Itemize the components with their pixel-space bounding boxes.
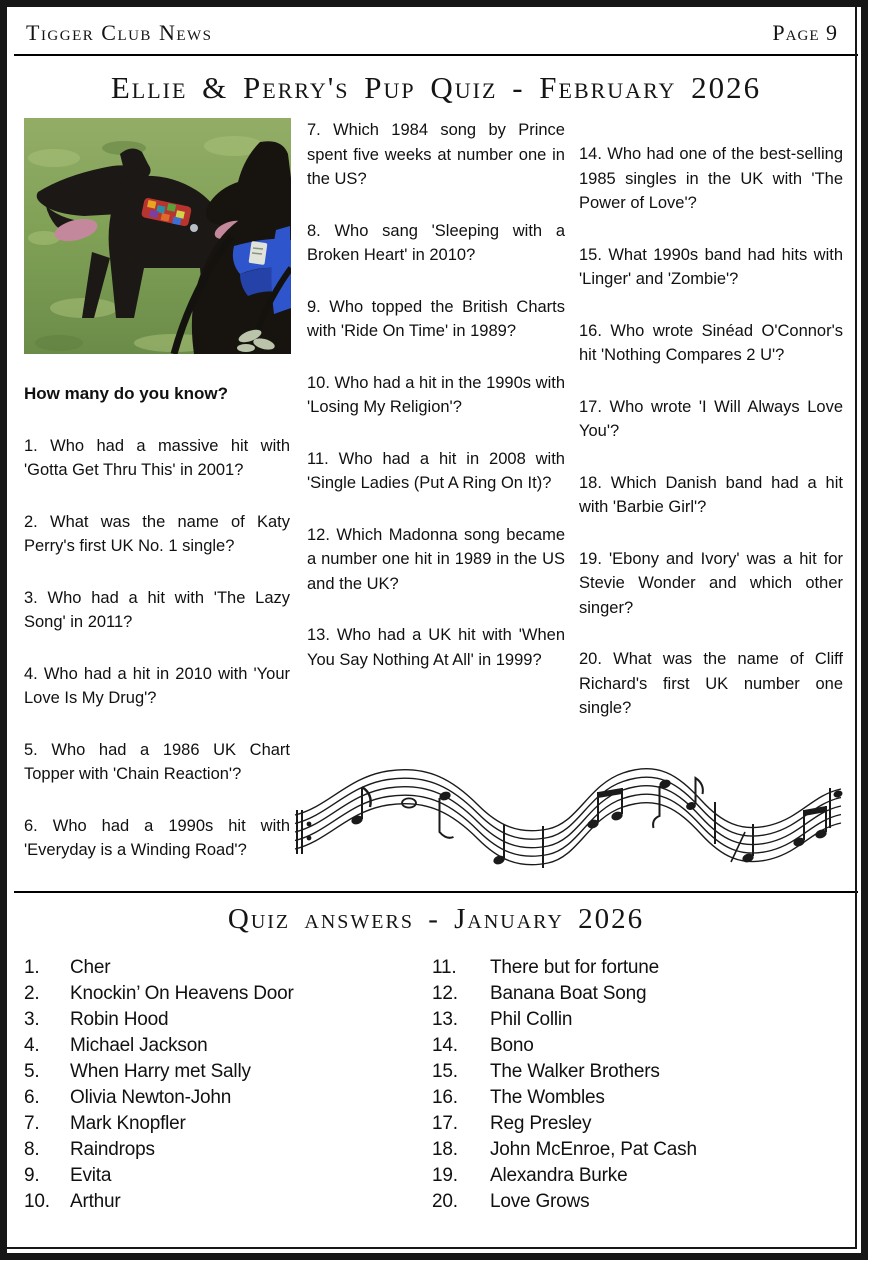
answer-row: [24, 1189, 420, 1215]
answer-row: [24, 1085, 420, 1111]
pup-photo: [24, 118, 291, 354]
answer-number: 3.: [24, 1009, 40, 1030]
question-1: 1. Who had a massive hit with 'Gotta Get Thru This' in 2001?: [24, 436, 290, 479]
answer-row: [432, 981, 852, 1007]
answer-text: Michael Jackson: [70, 1035, 208, 1056]
answer-row: [432, 1033, 852, 1059]
question-15: 15. What 1990s band had hits with 'Linger' and 'Zombie'?: [579, 245, 843, 288]
answer-number: 1.: [24, 957, 40, 978]
answer-number: 2.: [24, 983, 40, 1004]
answers-column-right: [432, 955, 852, 1215]
question-9: 9. Who topped the British Charts with 'Ride On Time' in 1989?: [307, 297, 565, 340]
answer-number: 14.: [432, 1035, 458, 1056]
answer-text: Reg Presley: [490, 1113, 592, 1134]
music-notes-decoration: [293, 762, 845, 884]
answer-text: Robin Hood: [70, 1009, 169, 1030]
answer-text: There but for fortune: [490, 957, 660, 978]
answer-row: [24, 1007, 420, 1033]
answer-row: [24, 1033, 420, 1059]
answer-text: Bono: [490, 1035, 534, 1056]
answer-number: 17.: [432, 1113, 458, 1134]
answer-number: 19.: [432, 1165, 458, 1186]
answer-number: 8.: [24, 1139, 40, 1160]
answer-number: 18.: [432, 1139, 458, 1160]
answer-text: Knockin’ On Heavens Door: [70, 983, 294, 1004]
page-number: Page 9: [772, 20, 838, 45]
question-20: 20. What was the name of Cliff Richard's first UK number one single?: [579, 650, 843, 717]
answer-number: 9.: [24, 1165, 40, 1186]
answer-number: 11.: [432, 957, 457, 978]
answer-number: 7.: [24, 1113, 40, 1134]
question-10: 10. Who had a hit in the 1990s with 'Losing My Religion'?: [307, 373, 565, 416]
answer-number: 13.: [432, 1009, 458, 1030]
answer-row: [24, 955, 420, 981]
answer-row: [432, 955, 852, 981]
answer-number: 16.: [432, 1087, 458, 1108]
header-divider: [14, 54, 858, 56]
masthead-title: Tigger Club News: [26, 20, 213, 45]
answer-row: [24, 1111, 420, 1137]
answer-row: [432, 1059, 852, 1085]
question-5: 5. Who had a 1986 UK Chart Topper with 'Chain Reaction'?: [24, 740, 290, 783]
answer-text: When Harry met Sally: [70, 1061, 251, 1082]
question-13: 13. Who had a UK hit with 'When You Say Nothing At All' in 1999?: [307, 626, 565, 669]
question-17: 17. Who wrote 'I Will Always Love You'?: [579, 397, 843, 440]
answer-number: 5.: [24, 1061, 40, 1082]
answer-row: [24, 1163, 420, 1189]
answer-text: Raindrops: [70, 1139, 155, 1160]
quiz-column-2: [307, 118, 565, 699]
question-2: 2. What was the name of Katy Perry's first UK No. 1 single?: [24, 512, 290, 555]
answer-row: [432, 1111, 852, 1137]
answer-row: [24, 1137, 420, 1163]
answer-number: 20.: [432, 1191, 458, 1212]
quiz-column-1: [24, 118, 290, 890]
answer-row: [24, 981, 420, 1007]
answer-number: 15.: [432, 1061, 458, 1082]
answer-text: Banana Boat Song: [490, 983, 647, 1004]
quiz-title: Ellie & Perry's Pup Quiz - February 2026: [110, 70, 762, 105]
answer-text: Phil Collin: [490, 1009, 573, 1030]
answer-text: Alexandra Burke: [490, 1165, 628, 1186]
answer-row: [24, 1059, 420, 1085]
question-4: 4. Who had a hit in 2010 with 'Your Love Is My Drug'?: [24, 664, 290, 707]
answer-text: Mark Knopfler: [70, 1113, 186, 1134]
answer-row: [432, 1137, 852, 1163]
question-14: 14. Who had one of the best-selling 1985 singles in the UK with 'The Power of Love'?: [579, 145, 843, 212]
answers-column-left: [24, 955, 420, 1215]
question-16: 16. Who wrote Sinéad O'Connor's hit 'Nothing Compares 2 U'?: [579, 321, 843, 364]
answer-text: The Wombles: [490, 1087, 605, 1108]
answer-row: [432, 1189, 852, 1215]
answer-text: Love Grows: [490, 1191, 590, 1212]
question-7: 7. Which 1984 song by Prince spent five weeks at number one in the US?: [307, 121, 565, 188]
answer-number: 4.: [24, 1035, 40, 1056]
question-18: 18. Which Danish band had a hit with 'Barbie Girl'?: [579, 473, 843, 516]
question-19: 19. 'Ebony and Ivory' was a hit for Stevie Wonder and which other singer?: [579, 549, 843, 617]
question-12: 12. Which Madonna song became a number one hit in 1989 in the US and the UK?: [307, 525, 565, 593]
answer-number: 12.: [432, 983, 458, 1004]
answer-row: [432, 1007, 852, 1033]
answer-row: [432, 1163, 852, 1189]
question-3: 3. Who had a hit with 'The Lazy Song' in 2011?: [24, 588, 290, 631]
answer-number: 10.: [24, 1191, 50, 1212]
section-divider: [14, 891, 858, 893]
question-6: 6. Who had a 1990s hit with 'Everyday is a Winding Road'?: [24, 816, 290, 859]
answer-number: 6.: [24, 1087, 40, 1108]
answer-row: [432, 1085, 852, 1111]
answers-title: Quiz answers - January 2026: [227, 903, 645, 935]
photo-caption: How many do you know?: [24, 384, 229, 403]
answer-text: Evita: [70, 1165, 112, 1186]
answer-text: Olivia Newton-John: [70, 1087, 232, 1108]
answer-text: Cher: [70, 957, 111, 978]
answer-text: Arthur: [70, 1191, 121, 1212]
answer-text: John McEnroe, Pat Cash: [490, 1139, 697, 1160]
answer-text: The Walker Brothers: [490, 1061, 660, 1082]
question-8: 8. Who sang 'Sleeping with a Broken Heart' in 2010?: [307, 221, 565, 264]
quiz-column-3: [579, 118, 843, 748]
question-11: 11. Who had a hit in 2008 with 'Single Ladies (Put A Ring On It)?: [307, 449, 565, 492]
